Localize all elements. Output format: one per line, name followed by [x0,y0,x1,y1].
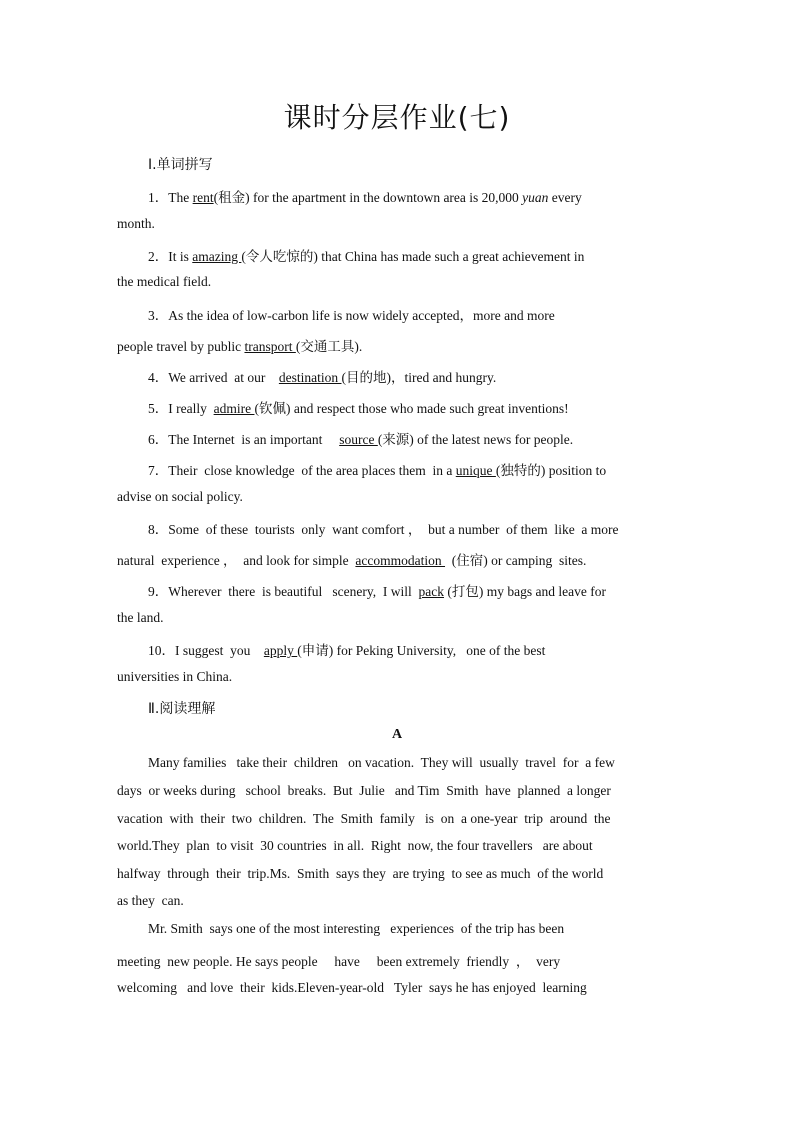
exercise-item-9: 9．Wherever there is beautiful scenery, I will pack (打包) my bags and leave for [148,584,606,599]
answer-rent: rent [192,190,214,205]
exercise-item-9-cont: the land. [117,610,164,625]
exercise-item-7-cont: advise on social policy. [117,489,243,504]
exercise-item-6: 6．The Internet is an important source (来源) of the latest news for people. [148,432,574,447]
answer-destination: destination [278,370,342,385]
paragraph-1-line-1: Many families take their children on vacation. They will usually travel for a few [148,755,615,770]
exercise-item-10-cont: universities in China. [117,669,233,684]
answer-transport: transport [244,339,296,354]
paragraph-1-line-4: world.They plan to visit 30 countries in all. Right now, the four travellers are about [117,838,593,853]
paragraph-2-line-2: meeting new people. He says people have been extremely friendly ， very [117,954,561,969]
paragraph-1-line-3: vacation with their two children. The Smith family is on a one-year trip around the [117,811,611,826]
paragraph-1-line-2: days or weeks during school breaks. But Julie and Tim Smith have planned a longer [117,783,611,798]
page-title: 课时分层作业(七) [283,101,511,134]
exercise-item-1-cont: month. [117,216,155,231]
paragraph-1-line-5: halfway through their trip.Ms. Smith says they are trying to see as much of the world [117,866,604,881]
exercise-item-1: 1．The rent(租金) for the apartment in the downtown area is 20,000 yuan every [148,190,582,205]
exercise-item-3-cont: people travel by public transport (交通工具). [117,339,363,354]
answer-source: source [339,432,378,447]
section-heading-spelling: Ⅰ.单词拼写 [148,157,213,173]
exercise-item-8-cont: natural experience ， and look for simple accommodation (住宿) or camping sites. [117,553,587,568]
exercise-item-4: 4．We arrived at our destination (目的地)，tired and hungry. [148,370,497,385]
exercise-item-7: 7．Their close knowledge of the area places them in a unique (独特的) position to [148,463,607,478]
paragraph-1-line-6: as they can. [117,893,184,908]
answer-admire: admire [213,401,255,416]
exercise-item-10: 10．I suggest you apply (申请) for Peking University, one of the best [148,643,546,658]
exercise-item-5: 5．I really admire (钦佩) and respect those who made such great inventions! [148,401,569,416]
answer-unique: unique [455,463,496,478]
answer-amazing: amazing [192,249,242,264]
exercise-item-3: 3．As the idea of low-carbon life is now widely accepted，more and more [148,308,555,323]
section-heading-reading: Ⅱ.阅读理解 [148,701,216,717]
paragraph-2-line-3: welcoming and love their kids.Eleven-year-old Tyler says he has enjoyed learning [117,980,587,995]
answer-apply: apply [263,643,298,658]
exercise-item-8: 8．Some of these tourists only want comfort ， but a number of them like a more [148,522,619,537]
paragraph-2-line-1: Mr. Smith says one of the most interesting experiences of the trip has been [148,921,565,936]
answer-pack: pack [418,584,445,599]
exercise-item-2: 2．It is amazing (令人吃惊的) that China has made such a great achievement in [148,249,585,264]
exercise-item-2-cont: the medical field. [117,274,212,289]
passage-label: A [391,727,403,742]
answer-accommodation: accommodation [355,553,446,568]
